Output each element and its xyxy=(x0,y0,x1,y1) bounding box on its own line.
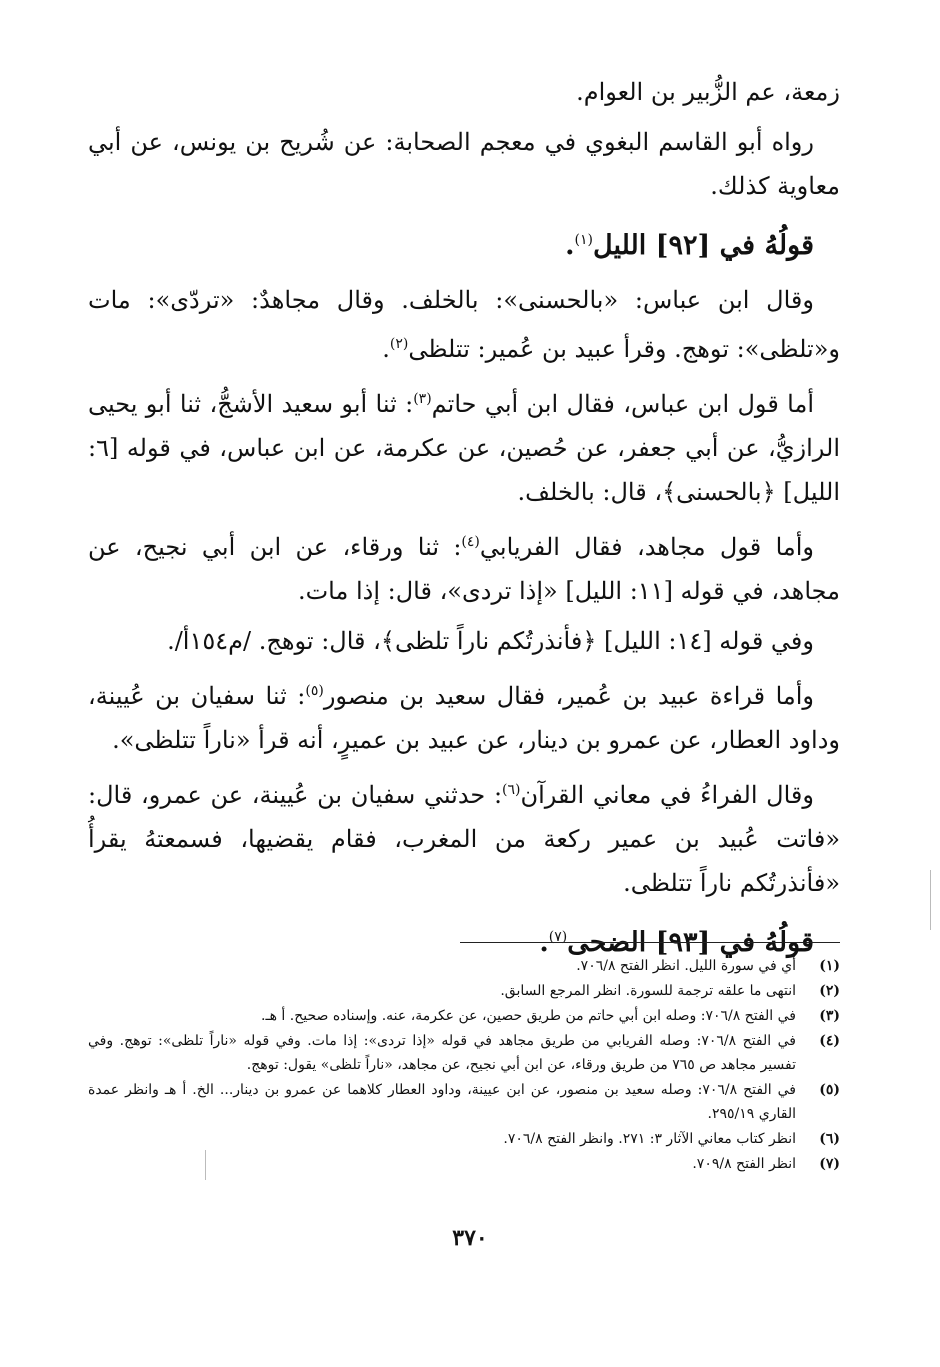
footnote-item xyxy=(88,954,840,978)
footnote-text: في الفتح ٧٠٦/٨: وصله الفريابي من طريق مجاهد في قوله «إذا تردى»: إذا مات. وفي قوله «ناراً تلظى»: توهج. وفي تفسير مجاهد ص ٧٦٥ من طريق ورقاء، عن ابن أبي نجيح، عن مجاهد، «ناراً تلظى» يقول: توهج. xyxy=(88,1033,796,1073)
footnote-number: (١) xyxy=(819,958,840,974)
paragraph-2: رواه أبو القاسم البغوي في معجم الصحابة: عن شُريح بن يونس، عن أبي معاوية كذلك. xyxy=(88,128,840,200)
footnote-number: (٥) xyxy=(819,1082,840,1098)
footnote-item xyxy=(88,979,840,1003)
paragraph-text: وقال ابن عباس: «بالحسنى»: بالخلف. وقال مجاهدٌ: «تردّى»: مات و«تلظى»: توهج. وقرأ عبيد بن عُمير: تتلظى xyxy=(88,286,840,363)
footnote-ref[interactable]: (٥) xyxy=(305,683,324,699)
footnote-ref[interactable]: (٦) xyxy=(502,782,521,798)
footnote-text: في الفتح ٧٠٦/٨: وصله سعيد بن منصور، عن ابن عيينة، وداود العطار كلاهما عن عمرو بن دينار... الخ. أ هـ وانظر عمدة القاري ٢٩٥/١٩. xyxy=(88,1082,796,1122)
paragraph-5 xyxy=(88,520,840,613)
footnote-text: في الفتح ٧٠٦/٨: وصله ابن أبي حاتم من طريق حصين، عن عكرمة، عنه. وإسناده صحيح. أ هـ. xyxy=(261,1008,796,1024)
footnote-item xyxy=(88,1127,840,1151)
paragraph-text: : حدثني سفيان بن عُيينة، عن عمرو، قال: «فاتت عُبيد بن عمير ركعة من المغرب، فقام يقضيها، فسمعتهُ يقرأُ «فأنذرتُكم ناراً تتلظى. xyxy=(88,781,840,897)
heading-text: قولُهُ في [٩٢] الليل xyxy=(593,230,814,261)
paragraph-7 xyxy=(88,669,840,762)
footnote-item xyxy=(88,1004,840,1028)
paragraph-text: وأما قول مجاهد، فقال الفريابي xyxy=(479,533,814,561)
paragraph-3: وقال ابن عباس: «بالحسنى»: بالخلف. وقال مجاهدٌ: «تردّى»: مات و«تلظى»: توهج. وقرأ عبيد بن عُمير: تتلظى$^{(٢)}$. xyxy=(88,286,840,363)
footnote-number: (٦) xyxy=(819,1131,840,1147)
footnote-ref[interactable]: (٣) xyxy=(413,391,432,407)
footnotes xyxy=(88,954,840,1177)
footnote-text: انظر الفتح ٧٠٩/٨. xyxy=(692,1156,796,1172)
section-heading-layl: قولُهُ في [٩٢] الليل$^{(١)}$. xyxy=(565,230,814,261)
scan-artifact xyxy=(205,1150,206,1180)
footnote-separator xyxy=(460,942,840,943)
footnote-text: أي في سورة الليل. انظر الفتح ٧٠٦/٨. xyxy=(576,958,796,974)
paragraph-6: وفي قوله [١٤: الليل] ﴿فأنذرتُكم ناراً تلظى﴾، قال: توهج. /م١٥٤أ/. xyxy=(167,627,814,655)
footnote-ref[interactable]: (٧) xyxy=(548,929,568,945)
footnote-item xyxy=(88,1152,840,1176)
footnote-item xyxy=(88,1078,840,1126)
footnote-number: (٢) xyxy=(819,983,840,999)
paragraph-text: : ثنا سفيان بن عُيينة، وداود العطار، عن عمرو بن دينار، عن عبيد بن عميرٍ، أنه قرأ «ناراً تتلظى». xyxy=(88,682,840,754)
paragraph-text: : ثنا أبو سعيد الأشجُّ، ثنا أبو يحيى الرازيُّ، عن أبي جعفر، عن حُصين، عن عكرمة، عن ابن عباس، في قوله [٦: الليل] ﴿بالحسنى﴾، قال: بالخلف. xyxy=(88,390,840,506)
footnote-item xyxy=(88,1029,840,1077)
heading-text: قولُهُ في [٩٣] الضحى xyxy=(567,927,814,958)
footnote-number: (٣) xyxy=(819,1008,840,1024)
footnote-text: انتهى ما علقه ترجمة للسورة. انظر المرجع السابق. xyxy=(500,983,796,999)
paragraph-text: : ثنا ورقاء، عن ابن أبي نجيح، عن مجاهد، في قوله [١١: الليل] «إذا تردى»، قال: إذا مات. xyxy=(88,533,840,605)
page-number: ٣٧٠ xyxy=(452,1225,488,1251)
footnote-ref[interactable]: (١) xyxy=(574,232,593,248)
paragraph-text: وقال الفراءُ في معاني القرآن xyxy=(520,781,814,809)
footnote-number: (٧) xyxy=(819,1156,840,1172)
footnote-text: انظر كتاب معاني الآثار ٣: ٢٧١. وانظر الفتح ٧٠٦/٨. xyxy=(503,1131,796,1147)
scan-artifact xyxy=(930,870,931,930)
footnote-number: (٤) xyxy=(819,1033,840,1049)
paragraph-text: أما قول ابن عباس، فقال ابن أبي حاتم xyxy=(431,390,814,418)
page-body xyxy=(88,70,840,975)
section-heading-duha: قولُهُ في [٩٣] الضحى$^{(٧)}$. xyxy=(539,927,814,958)
paragraph-text: وأما قراءة عبيد بن عُمير، فقال سعيد بن منصور xyxy=(323,682,815,710)
paragraph-4 xyxy=(88,377,840,514)
paragraph-1: زمعة، عم الزُّبير بن العوام. xyxy=(576,78,840,106)
footnote-ref[interactable]: (٤) xyxy=(461,534,480,550)
footnote-ref[interactable]: (٢) xyxy=(389,336,409,352)
paragraph-8 xyxy=(88,768,840,905)
